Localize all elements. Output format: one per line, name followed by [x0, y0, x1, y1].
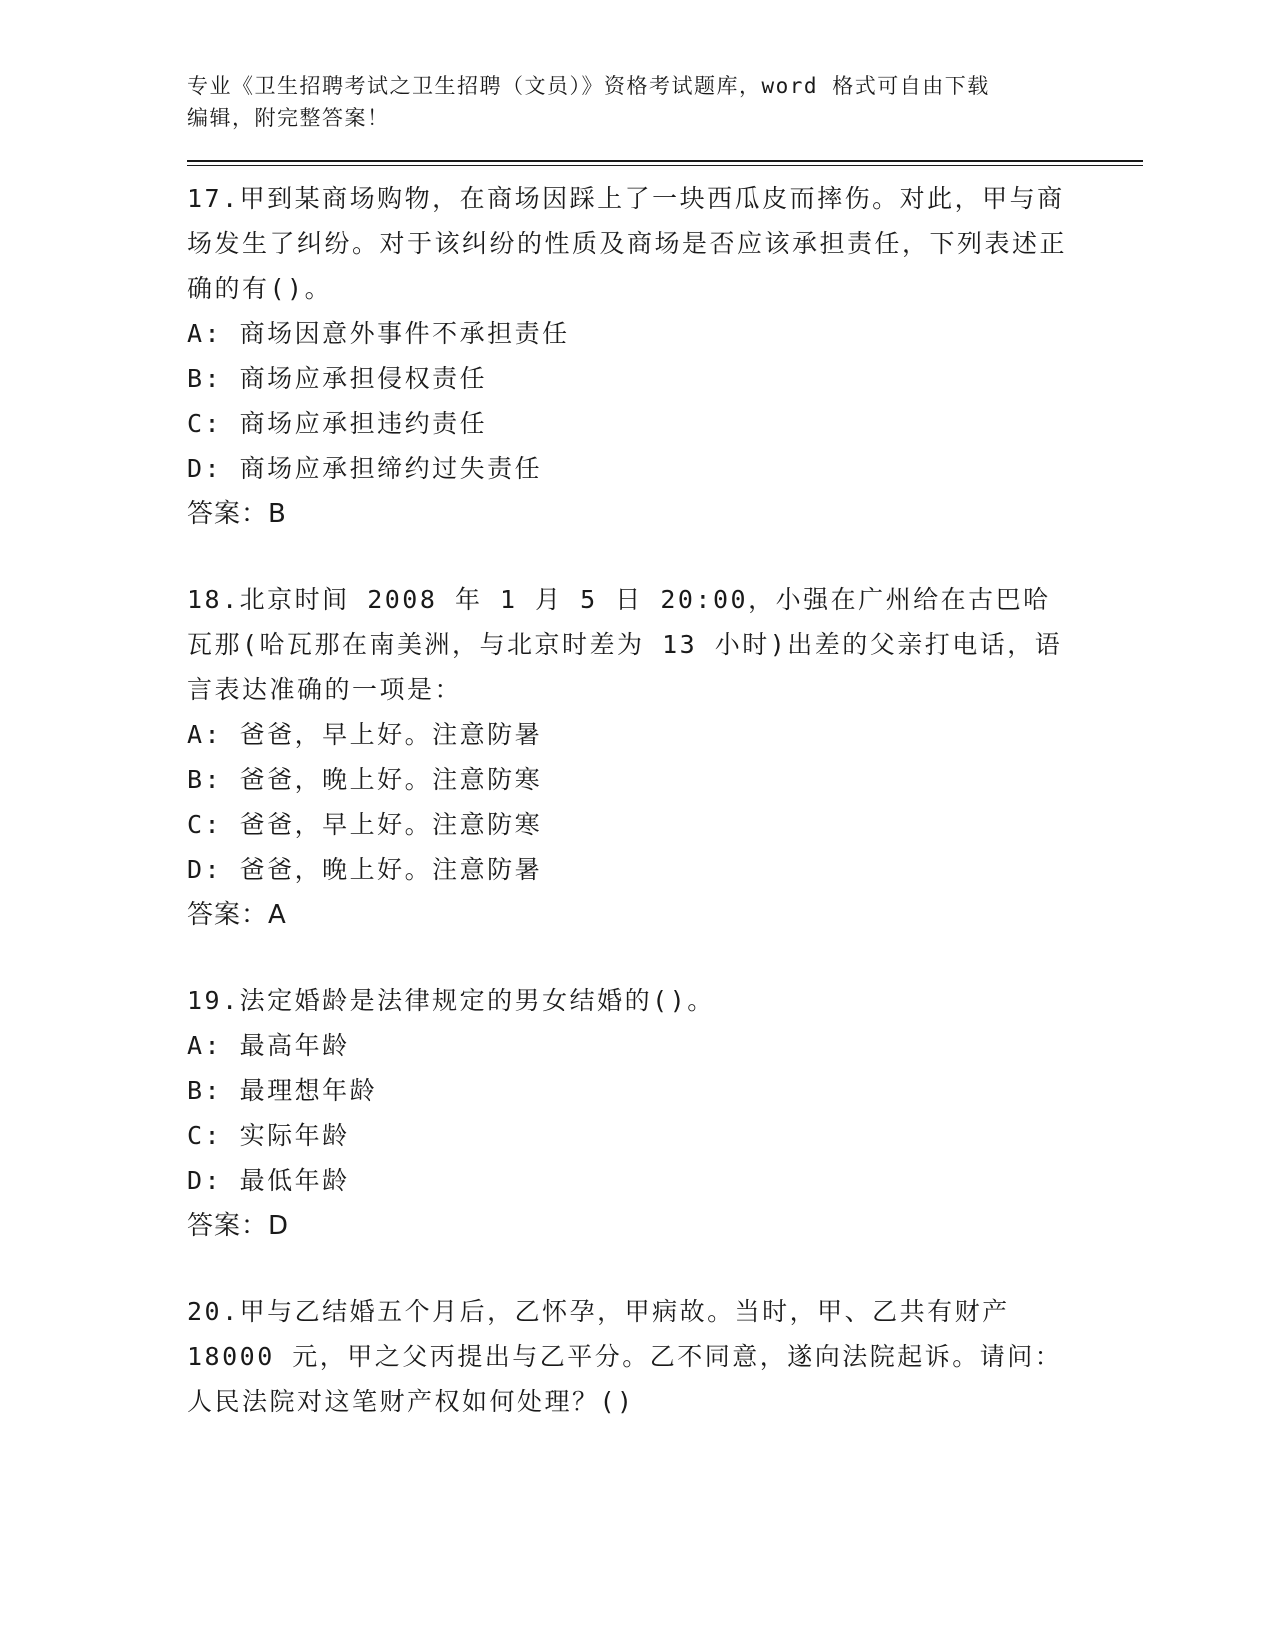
option-a: A: 商场因意外事件不承担责任	[187, 319, 570, 348]
document-page	[187, 70, 1147, 1424]
answer-label: 答案：	[187, 1211, 269, 1241]
option-a: A: 最高年龄	[187, 1031, 350, 1060]
question-17	[187, 176, 1147, 537]
option-c: C: 爸爸，早上好。注意防寒	[187, 810, 543, 839]
option-d: D: 爸爸，晚上好。注意防暑	[187, 855, 543, 884]
header-line-2: 编辑，附完整答案！	[187, 106, 390, 130]
option-a: A: 爸爸，早上好。注意防暑	[187, 720, 543, 749]
header-line-1: 专业《卫生招聘考试之卫生招聘（文员）》资格考试题库，word 格式可自由下载	[187, 74, 990, 98]
answer-value: B	[268, 499, 287, 529]
answer-line	[187, 1203, 1147, 1249]
option-c: C: 实际年龄	[187, 1121, 350, 1150]
answer-line	[187, 491, 1147, 537]
option-d: D: 商场应承担缔约过失责任	[187, 454, 543, 483]
question-19	[187, 978, 1147, 1249]
header-divider	[187, 160, 1143, 166]
question-20	[187, 1289, 1147, 1424]
answer-label: 答案：	[187, 499, 269, 529]
option-b: B: 商场应承担侵权责任	[187, 364, 488, 393]
option-b: B: 最理想年龄	[187, 1076, 378, 1105]
document-header	[187, 70, 1147, 134]
answer-value: A	[268, 900, 287, 930]
question-18	[187, 577, 1147, 938]
question-stem: 19.法定婚龄是法律规定的男女结婚的()。	[187, 986, 715, 1015]
answer-line	[187, 892, 1147, 938]
question-stem: 20.甲与乙结婚五个月后，乙怀孕，甲病故。当时，甲、乙共有财产 18000 元，甲之父丙提出与乙平分。乙不同意，遂向法院起诉。请问：人民法院对这笔财产权如何处理？()	[187, 1297, 1063, 1416]
question-stem: 18.北京时间 2008 年 1 月 5 日 20:00，小强在广州给在古巴哈瓦那(哈瓦那在南美洲，与北京时差为 13 小时)出差的父亲打电话，语言表达准确的一项是：	[187, 585, 1063, 704]
option-b: B: 爸爸，晚上好。注意防寒	[187, 765, 543, 794]
question-stem: 17.甲到某商场购物，在商场因踩上了一块西瓜皮而摔伤。对此，甲与商场发生了纠纷。对于该纠纷的性质及商场是否应该承担责任，下列表述正确的有()。	[187, 184, 1068, 303]
answer-value: D	[268, 1211, 290, 1241]
option-c: C: 商场应承担违约责任	[187, 409, 488, 438]
answer-label: 答案：	[187, 900, 269, 930]
option-d: D: 最低年龄	[187, 1166, 350, 1195]
